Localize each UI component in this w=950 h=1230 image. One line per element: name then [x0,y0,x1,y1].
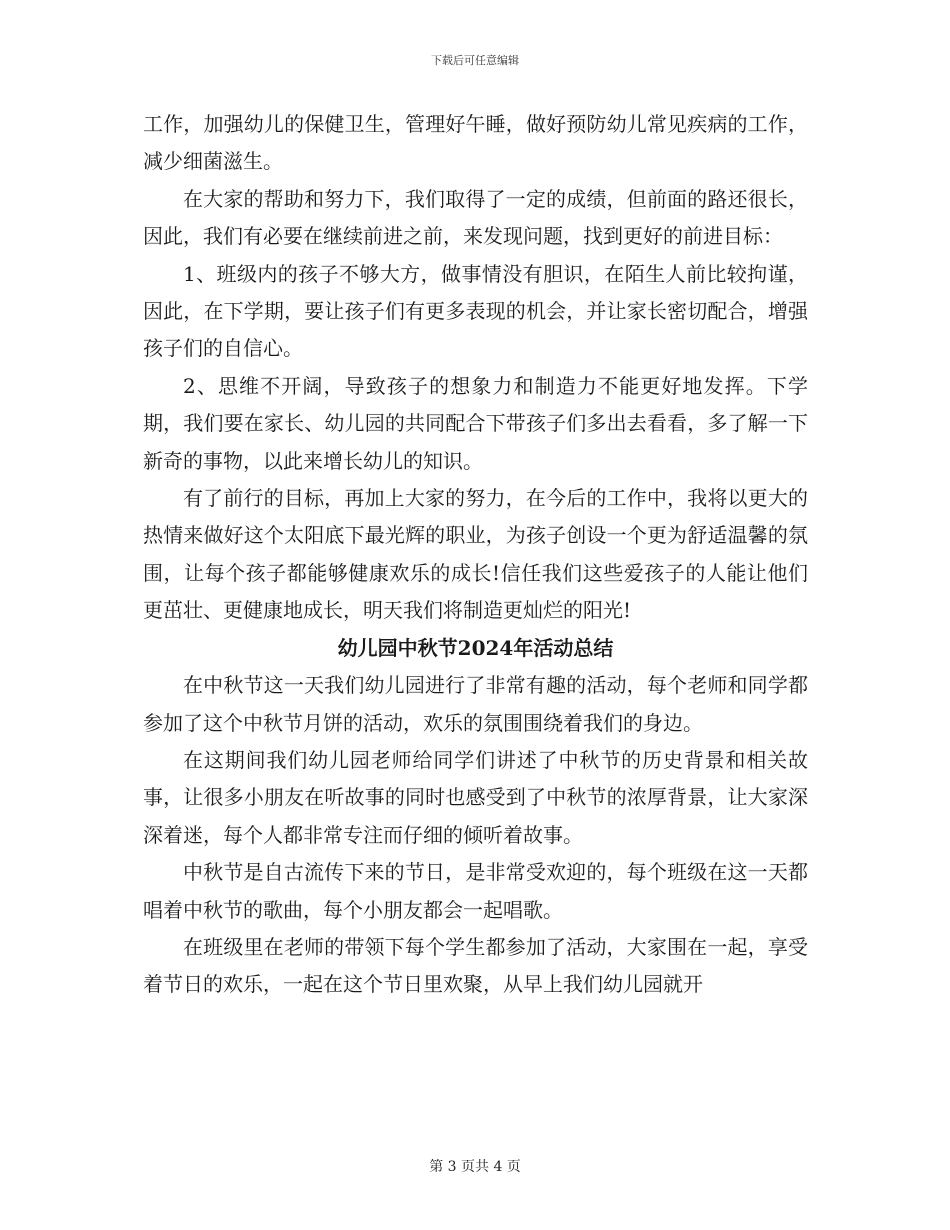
page-footer: 第 3 页共 4 页 [429,1159,521,1175]
paragraph-conclusion: 有了前行的目标，再加上大家的努力，在今后的工作中，我将以更大的热情来做好这个太阳底下最光辉的职业，为孩子创设一个更为舒适温馨的氛围，让每个孩子都能够健康欢乐的成长!信任我们这些爱孩子的人能让他们更茁壮、更健康地成长，明天我们将制造更灿烂的阳光! [143,486,808,623]
document-body [143,106,808,1004]
paragraph-progress: 在大家的帮助和努力下，我们取得了一定的成绩，但前面的路还很长，因此，我们有必要在继续前进之前，来发现问题，找到更好的前进目标： [143,186,808,249]
paragraph-goal-2: 2、思维不开阔，导致孩子的想象力和制造力不能更好地发挥。下学期，我们要在家长、幼儿园的共同配合下带孩子们多出去看看，多了解一下新奇的事物，以此来增长幼儿的知识。 [143,373,808,473]
paragraph-continuation: 工作，加强幼儿的保健卫生，管理好午睡，做好预防幼儿常见疾病的工作，减少细菌滋生。 [143,112,808,174]
section-title: 幼儿园中秋节2024年活动总结 [337,635,614,660]
section-paragraph-3: 中秋节是自古流传下来的节日，是非常受欢迎的，每个班级在这一天都唱着中秋节的歌曲，每个小朋友都会一起唱歌。 [143,860,808,922]
section-paragraph-4: 在班级里在老师的带领下每个学生都参加了活动，大家围在一起，享受着节日的欢乐，一起在这个节日里欢聚，从早上我们幼儿园就开 [143,934,808,997]
page-header: 下载后可任意编辑 [431,54,519,67]
section-paragraph-2: 在这期间我们幼儿园老师给同学们讲述了中秋节的历史背景和相关故事，让很多小朋友在听故事的同时也感受到了中秋节的浓厚背景，让大家深深着迷，每个人都非常专注而仔细的倾听着故事。 [143,747,808,847]
section-paragraph-1: 在中秋节这一天我们幼儿园进行了非常有趣的活动，每个老师和同学都参加了这个中秋节月饼的活动，欢乐的氛围围绕着我们的身边。 [143,673,808,735]
paragraph-goal-1: 1、班级内的孩子不够大方，做事情没有胆识，在陌生人前比较拘谨，因此，在下学期，要让孩子们有更多表现的机会，并让家长密切配合，增强孩子们的自信心。 [143,261,808,361]
